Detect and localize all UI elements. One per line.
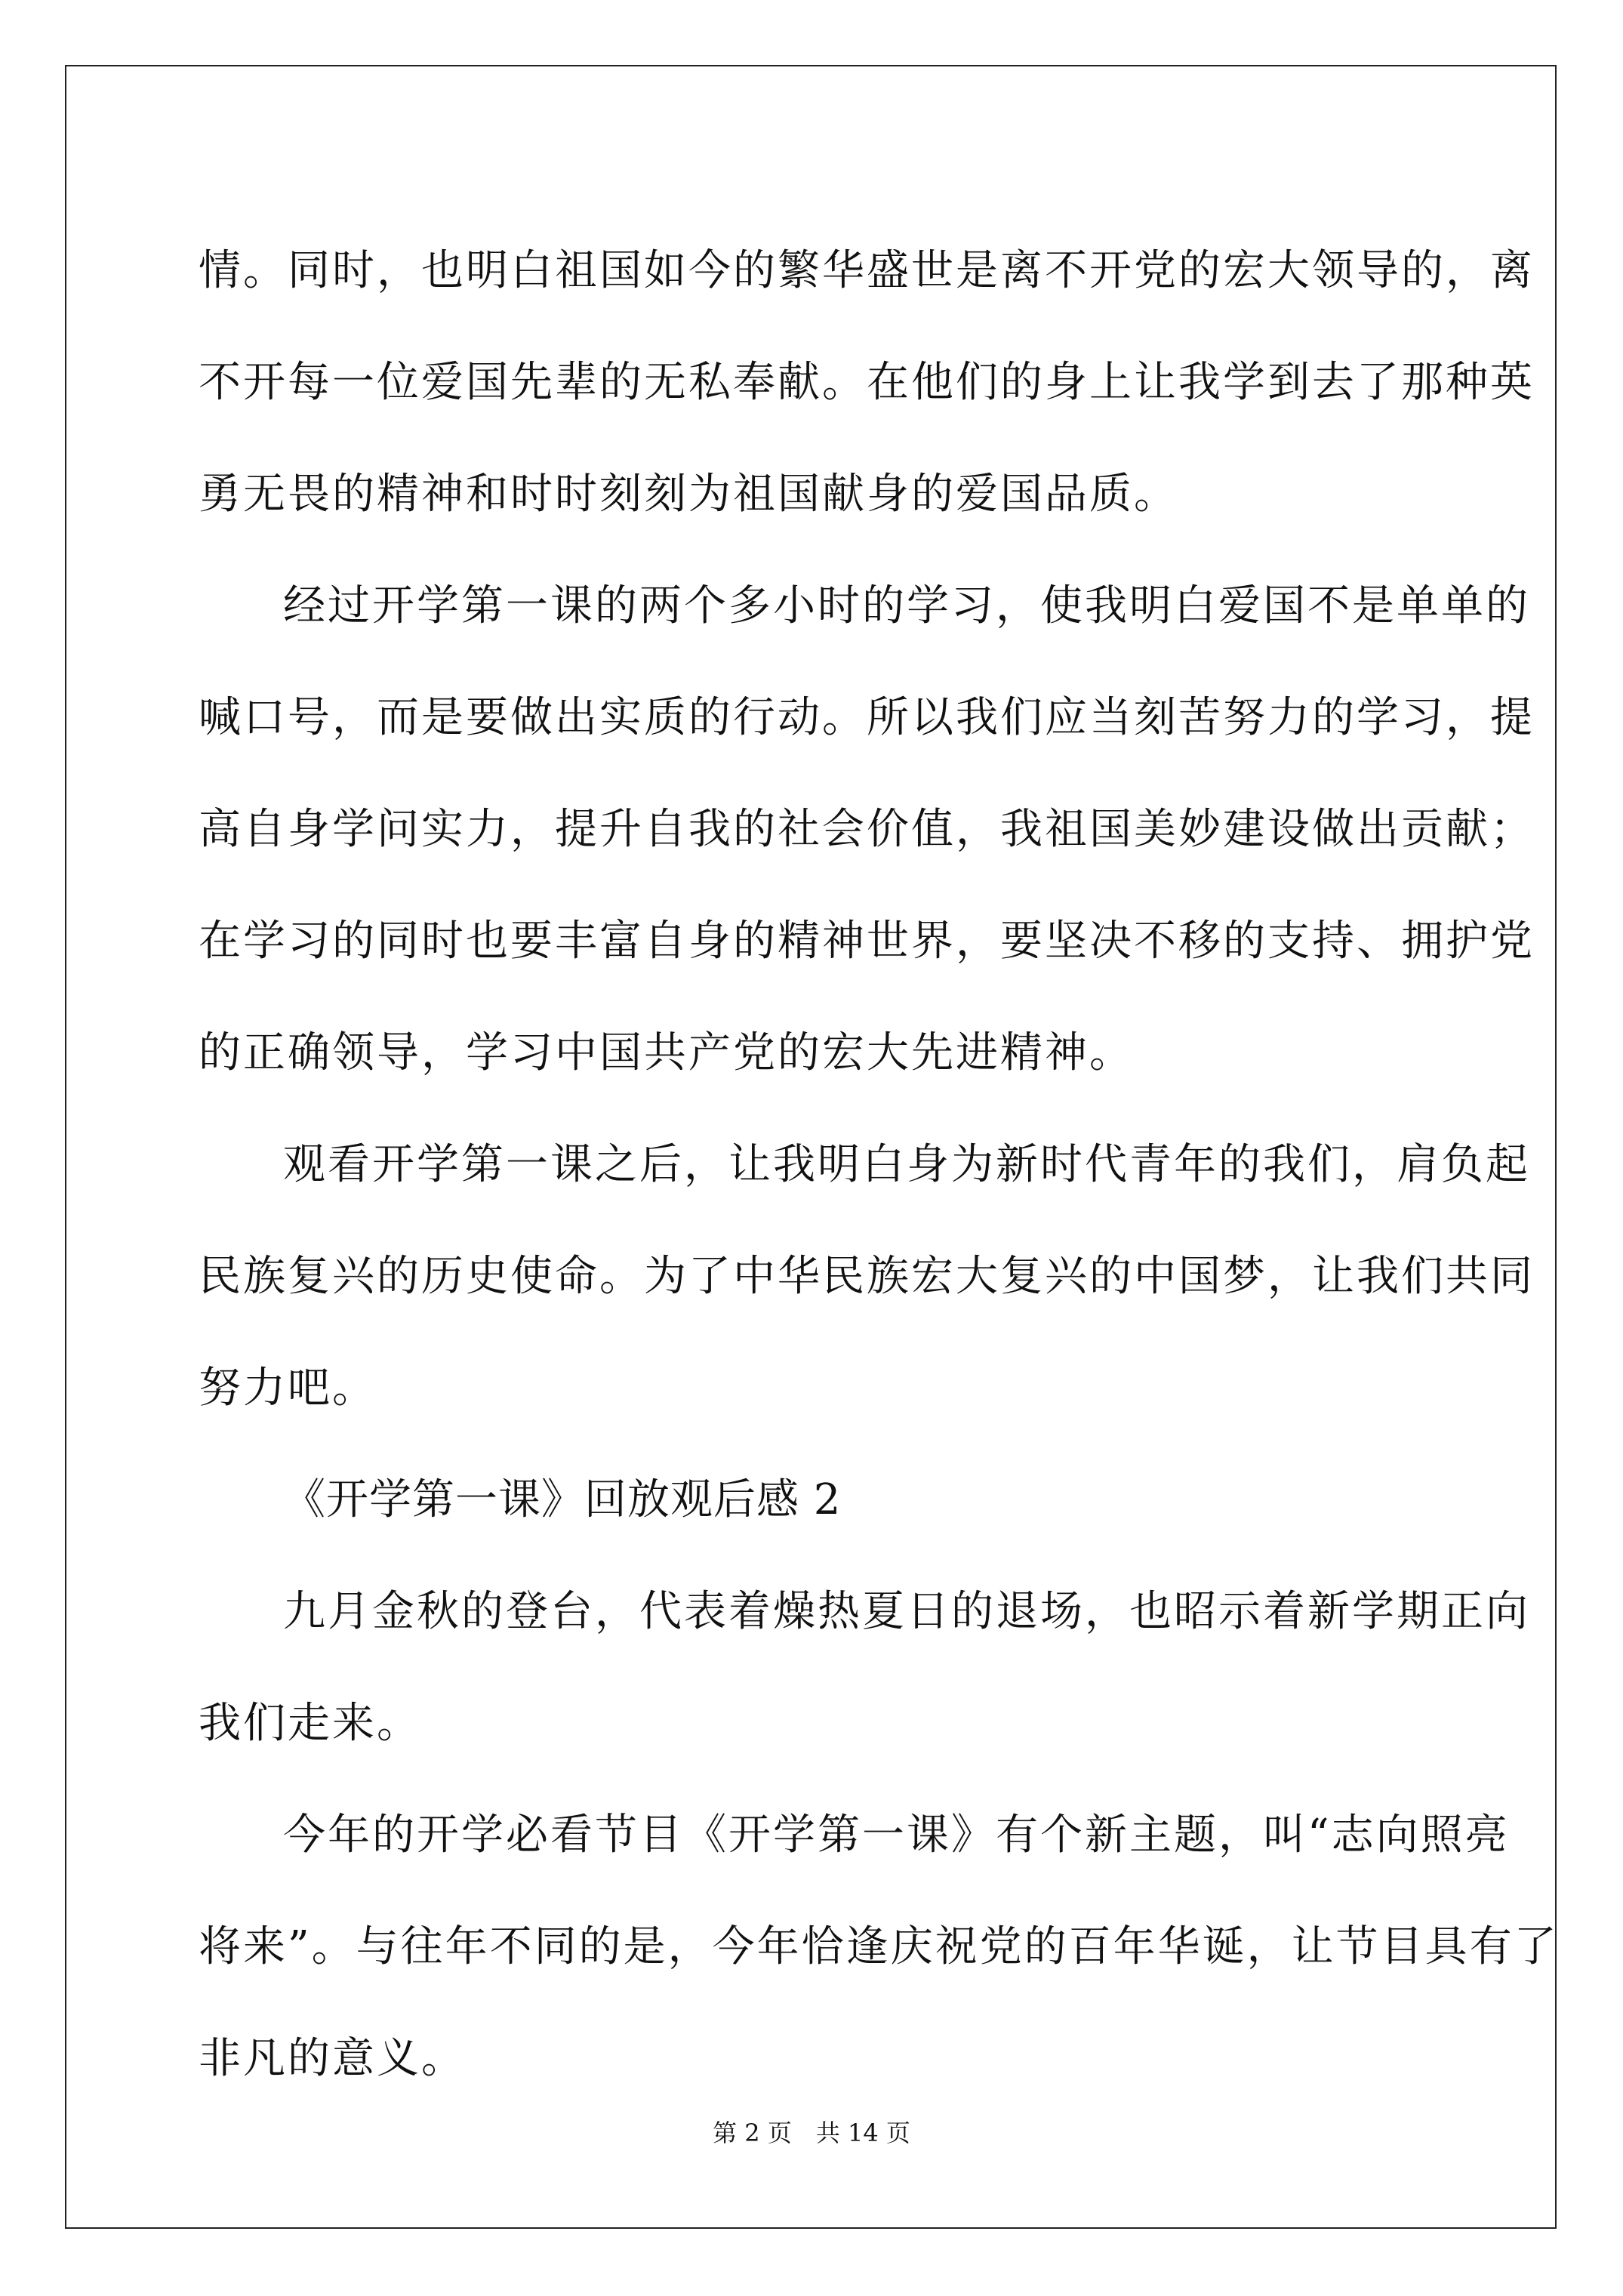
text-line: 不开每一位爱国先辈的无私奉献。在他们的身上让我学到去了那种英 bbox=[199, 358, 1535, 407]
text-line: 情。同时，也明白祖国如今的繁华盛世是离不开党的宏大领导的，离 bbox=[199, 246, 1535, 295]
text-line: 喊口号，而是要做出实质的行动。所以我们应当刻苦努力的学习，提 bbox=[199, 693, 1535, 742]
document-body bbox=[199, 215, 1559, 2115]
page-number-footer: 第 2 页 共 14 页 bbox=[713, 2119, 910, 2147]
paragraph-first-line: 九月金秋的登台，代表着燥热夏日的退场，也昭示着新学期正向 bbox=[283, 1587, 1530, 1636]
paragraph-first-line: 观看开学第一课之后，让我明白身为新时代青年的我们，肩负起 bbox=[283, 1140, 1530, 1189]
text-line: 我们走来。 bbox=[199, 1699, 421, 1748]
paragraph-first-line: 今年的开学必看节目《开学第一课》有个新主题，叫“志向照亮 bbox=[283, 1811, 1510, 1860]
text-line: 勇无畏的精神和时时刻刻为祖国献身的爱国品质。 bbox=[199, 470, 1178, 519]
text-line: 在学习的同时也要丰富自身的精神世界，要坚决不移的支持、拥护党 bbox=[199, 917, 1535, 966]
text-line: 努力吧。 bbox=[199, 1364, 377, 1413]
paragraph-first-line: 经过开学第一课的两个多小时的学习，使我明白爱国不是单单的 bbox=[283, 581, 1530, 630]
text-line: 将来”。与往年不同的是，今年恰逢庆祝党的百年华诞，让节目具有了 bbox=[199, 1922, 1559, 1971]
section-heading: 《开学第一课》回放观后感 2 bbox=[283, 1475, 842, 1524]
text-line: 高自身学问实力，提升自我的社会价值，我祖国美妙建设做出贡献； bbox=[199, 805, 1535, 854]
text-line: 民族复兴的历史使命。为了中华民族宏大复兴的中国梦，让我们共同 bbox=[199, 1252, 1535, 1301]
text-line: 的正确领导，学习中国共产党的宏大先进精神。 bbox=[199, 1028, 1134, 1077]
text-line: 非凡的意义。 bbox=[199, 2034, 466, 2083]
